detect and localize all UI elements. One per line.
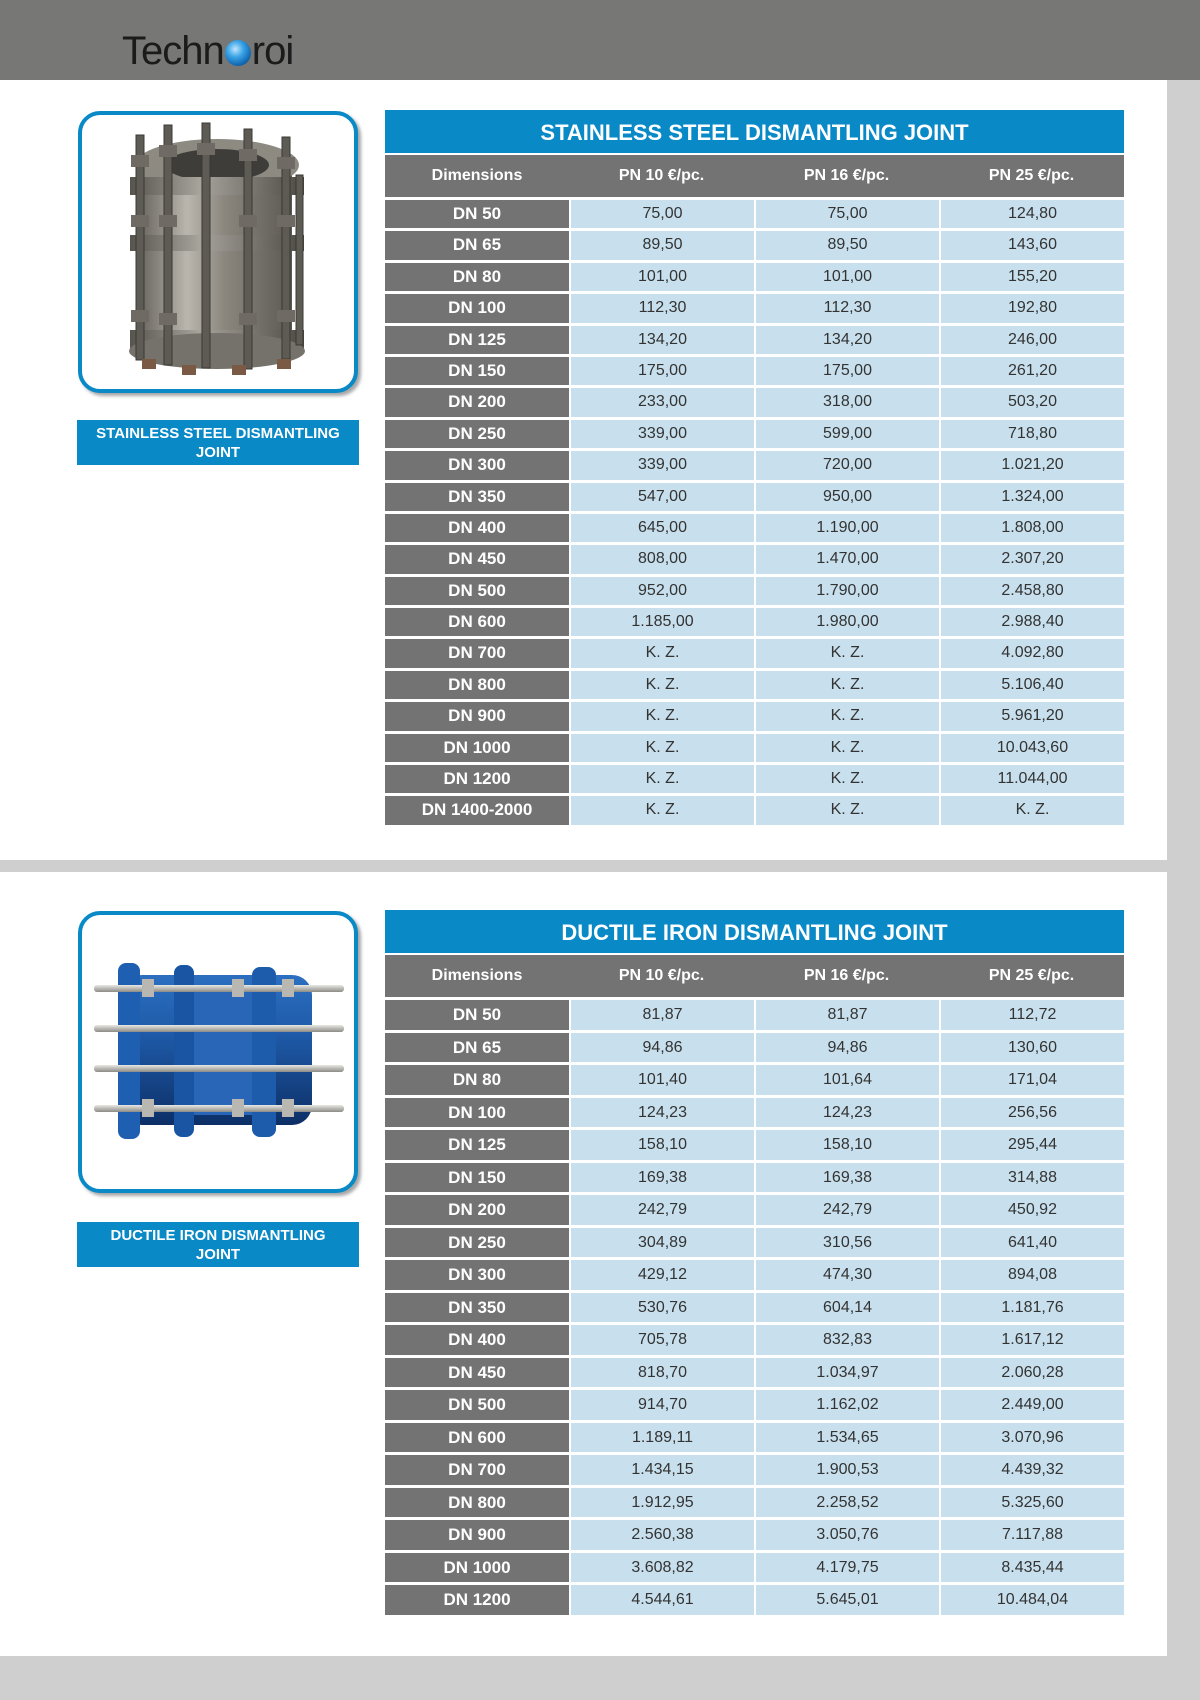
pn16-price-cell: K. Z. <box>754 702 939 730</box>
pn10-price-cell: K. Z. <box>569 639 754 667</box>
table-row <box>385 514 1124 545</box>
pn25-price-cell: 3.070,96 <box>939 1423 1124 1453</box>
table-row <box>385 1423 1124 1456</box>
pn25-price-cell: 295,44 <box>939 1130 1124 1160</box>
stainless-steel-price-table <box>385 110 1124 828</box>
dimension-cell: DN 80 <box>385 263 569 291</box>
ductile-iron-panel <box>0 872 1167 1656</box>
pn25-price-cell: 130,60 <box>939 1033 1124 1063</box>
dimension-cell: DN 700 <box>385 639 569 667</box>
header-bar <box>0 0 1200 80</box>
table-row <box>385 200 1124 231</box>
pn25-price-cell: 641,40 <box>939 1228 1124 1258</box>
pn10-price-cell: 952,00 <box>569 577 754 605</box>
pn16-price-cell: 474,30 <box>754 1260 939 1290</box>
pn25-price-cell: 261,20 <box>939 357 1124 385</box>
table-row <box>385 326 1124 357</box>
table-row <box>385 1585 1124 1618</box>
table-row <box>385 1358 1124 1391</box>
table-row <box>385 1228 1124 1261</box>
dimension-cell: DN 500 <box>385 1390 569 1420</box>
pn25-price-cell: 171,04 <box>939 1065 1124 1095</box>
table-row <box>385 765 1124 796</box>
pn10-price-cell: 112,30 <box>569 294 754 322</box>
pn25-price-cell: 450,92 <box>939 1195 1124 1225</box>
pn10-price-cell: 547,00 <box>569 483 754 511</box>
pn16-price-cell: 2.258,52 <box>754 1488 939 1518</box>
pn16-price-cell: 1.534,65 <box>754 1423 939 1453</box>
pn16-price-cell: 242,79 <box>754 1195 939 1225</box>
pn10-price-cell: K. Z. <box>569 671 754 699</box>
pn16-price-cell: 1.470,00 <box>754 545 939 573</box>
table-row <box>385 294 1124 325</box>
dimension-cell: DN 250 <box>385 420 569 448</box>
pn10-price-cell: 1.189,11 <box>569 1423 754 1453</box>
pn25-price-cell: 143,60 <box>939 231 1124 259</box>
pn25-price-cell: 4.439,32 <box>939 1455 1124 1485</box>
pn10-price-cell: 339,00 <box>569 451 754 479</box>
table-row <box>385 483 1124 514</box>
pn10-price-cell: 645,00 <box>569 514 754 542</box>
pn25-price-cell: 11.044,00 <box>939 765 1124 793</box>
pn25-price-cell: 124,80 <box>939 200 1124 228</box>
dimension-cell: DN 300 <box>385 451 569 479</box>
pn16-price-cell: 1.162,02 <box>754 1390 939 1420</box>
stainless-joint-illustration <box>82 115 354 389</box>
table-body <box>385 200 1124 828</box>
pn25-price-cell: K. Z. <box>939 796 1124 824</box>
pn25-price-cell: 256,56 <box>939 1098 1124 1128</box>
pn25-price-cell: 718,80 <box>939 420 1124 448</box>
pn16-price-cell: K. Z. <box>754 671 939 699</box>
pn16-price-cell: 720,00 <box>754 451 939 479</box>
pn25-price-cell: 314,88 <box>939 1163 1124 1193</box>
pn16-price-cell: 1.980,00 <box>754 608 939 636</box>
dimension-cell: DN 900 <box>385 1520 569 1550</box>
pn16-price-cell: 604,14 <box>754 1293 939 1323</box>
dimension-cell: DN 65 <box>385 231 569 259</box>
table-row <box>385 1260 1124 1293</box>
pn16-price-cell: K. Z. <box>754 796 939 824</box>
dimension-cell: DN 1200 <box>385 765 569 793</box>
pn16-price-cell: 599,00 <box>754 420 939 448</box>
pn16-price-cell: 75,00 <box>754 200 939 228</box>
pn16-price-cell: 1.034,97 <box>754 1358 939 1388</box>
column-header-pn25: PN 25 €/pc. <box>988 167 1075 184</box>
pn10-price-cell: 3.608,82 <box>569 1553 754 1583</box>
pn10-price-cell: 4.544,61 <box>569 1585 754 1615</box>
pn16-price-cell: 1.900,53 <box>754 1455 939 1485</box>
dimension-cell: DN 500 <box>385 577 569 605</box>
pn10-price-cell: 530,76 <box>569 1293 754 1323</box>
table-row <box>385 1520 1124 1553</box>
stainless-steel-caption: STAINLESS STEEL DISMANTLING JOINT <box>77 420 359 465</box>
technoroi-logo <box>122 28 293 74</box>
table-row <box>385 1195 1124 1228</box>
pn10-price-cell: 2.560,38 <box>569 1520 754 1550</box>
pn10-price-cell: K. Z. <box>569 702 754 730</box>
table-row <box>385 1553 1124 1586</box>
dimension-cell: DN 600 <box>385 1423 569 1453</box>
dimension-cell: DN 150 <box>385 357 569 385</box>
dimension-cell: DN 80 <box>385 1065 569 1095</box>
pn25-price-cell: 2.449,00 <box>939 1390 1124 1420</box>
pn10-price-cell: 81,87 <box>569 1000 754 1030</box>
pn10-price-cell: 158,10 <box>569 1130 754 1160</box>
pn16-price-cell: K. Z. <box>754 734 939 762</box>
table-row <box>385 357 1124 388</box>
pn25-price-cell: 2.988,40 <box>939 608 1124 636</box>
pn25-price-cell: 1.808,00 <box>939 514 1124 542</box>
column-header-pn16: PN 16 €/pc. <box>803 967 890 984</box>
pn10-price-cell: 914,70 <box>569 1390 754 1420</box>
pn25-price-cell: 5.106,40 <box>939 671 1124 699</box>
table-row <box>385 1325 1124 1358</box>
dimension-cell: DN 100 <box>385 294 569 322</box>
pn25-price-cell: 1.021,20 <box>939 451 1124 479</box>
table-row <box>385 1488 1124 1521</box>
pn16-price-cell: 124,23 <box>754 1098 939 1128</box>
table-row <box>385 1033 1124 1066</box>
table-row <box>385 1163 1124 1196</box>
pn10-price-cell: 242,79 <box>569 1195 754 1225</box>
table-row <box>385 388 1124 419</box>
table-row <box>385 231 1124 262</box>
pn10-price-cell: 134,20 <box>569 326 754 354</box>
pn16-price-cell: 310,56 <box>754 1228 939 1258</box>
table-row <box>385 1293 1124 1326</box>
dimension-cell: DN 450 <box>385 1358 569 1388</box>
dimension-cell: DN 350 <box>385 1293 569 1323</box>
column-header-pn10: PN 10 €/pc. <box>618 167 705 184</box>
pn16-price-cell: 1.790,00 <box>754 577 939 605</box>
pn10-price-cell: 705,78 <box>569 1325 754 1355</box>
pn25-price-cell: 192,80 <box>939 294 1124 322</box>
pn16-price-cell: 89,50 <box>754 231 939 259</box>
pn10-price-cell: 429,12 <box>569 1260 754 1290</box>
pn10-price-cell: 818,70 <box>569 1358 754 1388</box>
pn10-price-cell: 101,00 <box>569 263 754 291</box>
dimension-cell: DN 200 <box>385 388 569 416</box>
pn16-price-cell: 81,87 <box>754 1000 939 1030</box>
pn16-price-cell: 101,00 <box>754 263 939 291</box>
column-header-pn16: PN 16 €/pc. <box>803 167 890 184</box>
column-header-dimensions: Dimensions <box>431 967 523 984</box>
pn10-price-cell: 124,23 <box>569 1098 754 1128</box>
pn25-price-cell: 1.324,00 <box>939 483 1124 511</box>
table-row <box>385 1065 1124 1098</box>
pn25-price-cell: 155,20 <box>939 263 1124 291</box>
dimension-cell: DN 1400-2000 <box>385 796 569 824</box>
globe-icon <box>225 40 251 66</box>
pn25-price-cell: 246,00 <box>939 326 1124 354</box>
dimension-cell: DN 300 <box>385 1260 569 1290</box>
table-header-row <box>385 955 1124 997</box>
dimension-cell: DN 125 <box>385 1130 569 1160</box>
pn16-price-cell: 832,83 <box>754 1325 939 1355</box>
pn25-price-cell: 503,20 <box>939 388 1124 416</box>
dimension-cell: DN 800 <box>385 1488 569 1518</box>
column-header-pn25: PN 25 €/pc. <box>988 967 1075 984</box>
pn25-price-cell: 2.458,80 <box>939 577 1124 605</box>
pn25-price-cell: 2.060,28 <box>939 1358 1124 1388</box>
pn16-price-cell: 950,00 <box>754 483 939 511</box>
table-row <box>385 639 1124 670</box>
pn10-price-cell: 808,00 <box>569 545 754 573</box>
column-header-pn10: PN 10 €/pc. <box>618 967 705 984</box>
dimension-cell: DN 50 <box>385 1000 569 1030</box>
column-header-dimensions: Dimensions <box>431 167 523 184</box>
pn10-price-cell: 75,00 <box>569 200 754 228</box>
table-row <box>385 671 1124 702</box>
pn16-price-cell: 94,86 <box>754 1033 939 1063</box>
stainless-steel-panel <box>0 80 1167 860</box>
dimension-cell: DN 600 <box>385 608 569 636</box>
dimension-cell: DN 150 <box>385 1163 569 1193</box>
table-row <box>385 734 1124 765</box>
pn10-price-cell: 89,50 <box>569 231 754 259</box>
table-row <box>385 1098 1124 1131</box>
table-title: DUCTILE IRON DISMANTLING JOINT <box>385 910 1124 953</box>
pn10-price-cell: 1.434,15 <box>569 1455 754 1485</box>
pn10-price-cell: K. Z. <box>569 796 754 824</box>
table-row <box>385 451 1124 482</box>
pn16-price-cell: 112,30 <box>754 294 939 322</box>
dimension-cell: DN 250 <box>385 1228 569 1258</box>
pn16-price-cell: K. Z. <box>754 765 939 793</box>
pn16-price-cell: 1.190,00 <box>754 514 939 542</box>
pn10-price-cell: 175,00 <box>569 357 754 385</box>
pn10-price-cell: 101,40 <box>569 1065 754 1095</box>
pn16-price-cell: 175,00 <box>754 357 939 385</box>
dimension-cell: DN 50 <box>385 200 569 228</box>
ductile-iron-caption: DUCTILE IRON DISMANTLING JOINT <box>77 1222 359 1267</box>
pn25-price-cell: 5.325,60 <box>939 1488 1124 1518</box>
dimension-cell: DN 700 <box>385 1455 569 1485</box>
table-title: STAINLESS STEEL DISMANTLING JOINT <box>385 110 1124 153</box>
table-row <box>385 420 1124 451</box>
ductile-iron-price-table <box>385 910 1124 1618</box>
pn10-price-cell: K. Z. <box>569 734 754 762</box>
pn16-price-cell: 134,20 <box>754 326 939 354</box>
pn16-price-cell: 169,38 <box>754 1163 939 1193</box>
pn16-price-cell: 4.179,75 <box>754 1553 939 1583</box>
dimension-cell: DN 1200 <box>385 1585 569 1615</box>
dimension-cell: DN 125 <box>385 326 569 354</box>
table-row <box>385 702 1124 733</box>
pn16-price-cell: 318,00 <box>754 388 939 416</box>
dimension-cell: DN 800 <box>385 671 569 699</box>
pn16-price-cell: 158,10 <box>754 1130 939 1160</box>
table-row <box>385 545 1124 576</box>
dimension-cell: DN 100 <box>385 1098 569 1128</box>
dimension-cell: DN 1000 <box>385 1553 569 1583</box>
dimension-cell: DN 65 <box>385 1033 569 1063</box>
dimension-cell: DN 200 <box>385 1195 569 1225</box>
pn10-price-cell: 1.185,00 <box>569 608 754 636</box>
dimension-cell: DN 900 <box>385 702 569 730</box>
dimension-cell: DN 400 <box>385 1325 569 1355</box>
table-row <box>385 1000 1124 1033</box>
pn16-price-cell: K. Z. <box>754 639 939 667</box>
table-row <box>385 608 1124 639</box>
pn25-price-cell: 894,08 <box>939 1260 1124 1290</box>
pn16-price-cell: 3.050,76 <box>754 1520 939 1550</box>
table-header-row <box>385 155 1124 197</box>
pn10-price-cell: 1.912,95 <box>569 1488 754 1518</box>
ductile-iron-joint-image <box>78 911 358 1193</box>
stainless-steel-joint-image <box>78 111 358 393</box>
pn25-price-cell: 7.117,88 <box>939 1520 1124 1550</box>
pn16-price-cell: 5.645,01 <box>754 1585 939 1615</box>
pn10-price-cell: 94,86 <box>569 1033 754 1063</box>
ductile-joint-illustration <box>82 915 354 1189</box>
table-row <box>385 1390 1124 1423</box>
pn25-price-cell: 10.043,60 <box>939 734 1124 762</box>
pn16-price-cell: 101,64 <box>754 1065 939 1095</box>
table-row <box>385 1455 1124 1488</box>
pn25-price-cell: 1.617,12 <box>939 1325 1124 1355</box>
pn10-price-cell: K. Z. <box>569 765 754 793</box>
logo-text-end: roi <box>251 29 294 73</box>
table-row <box>385 796 1124 827</box>
pn10-price-cell: 339,00 <box>569 420 754 448</box>
table-row <box>385 263 1124 294</box>
dimension-cell: DN 350 <box>385 483 569 511</box>
pn25-price-cell: 112,72 <box>939 1000 1124 1030</box>
pn25-price-cell: 8.435,44 <box>939 1553 1124 1583</box>
table-row <box>385 577 1124 608</box>
pn10-price-cell: 304,89 <box>569 1228 754 1258</box>
logo-text-start: Techn <box>122 29 224 73</box>
pn10-price-cell: 169,38 <box>569 1163 754 1193</box>
pn25-price-cell: 2.307,20 <box>939 545 1124 573</box>
dimension-cell: DN 400 <box>385 514 569 542</box>
table-row <box>385 1130 1124 1163</box>
pn25-price-cell: 1.181,76 <box>939 1293 1124 1323</box>
pn25-price-cell: 4.092,80 <box>939 639 1124 667</box>
dimension-cell: DN 450 <box>385 545 569 573</box>
pn25-price-cell: 10.484,04 <box>939 1585 1124 1615</box>
dimension-cell: DN 1000 <box>385 734 569 762</box>
pn10-price-cell: 233,00 <box>569 388 754 416</box>
pn25-price-cell: 5.961,20 <box>939 702 1124 730</box>
table-body <box>385 1000 1124 1618</box>
